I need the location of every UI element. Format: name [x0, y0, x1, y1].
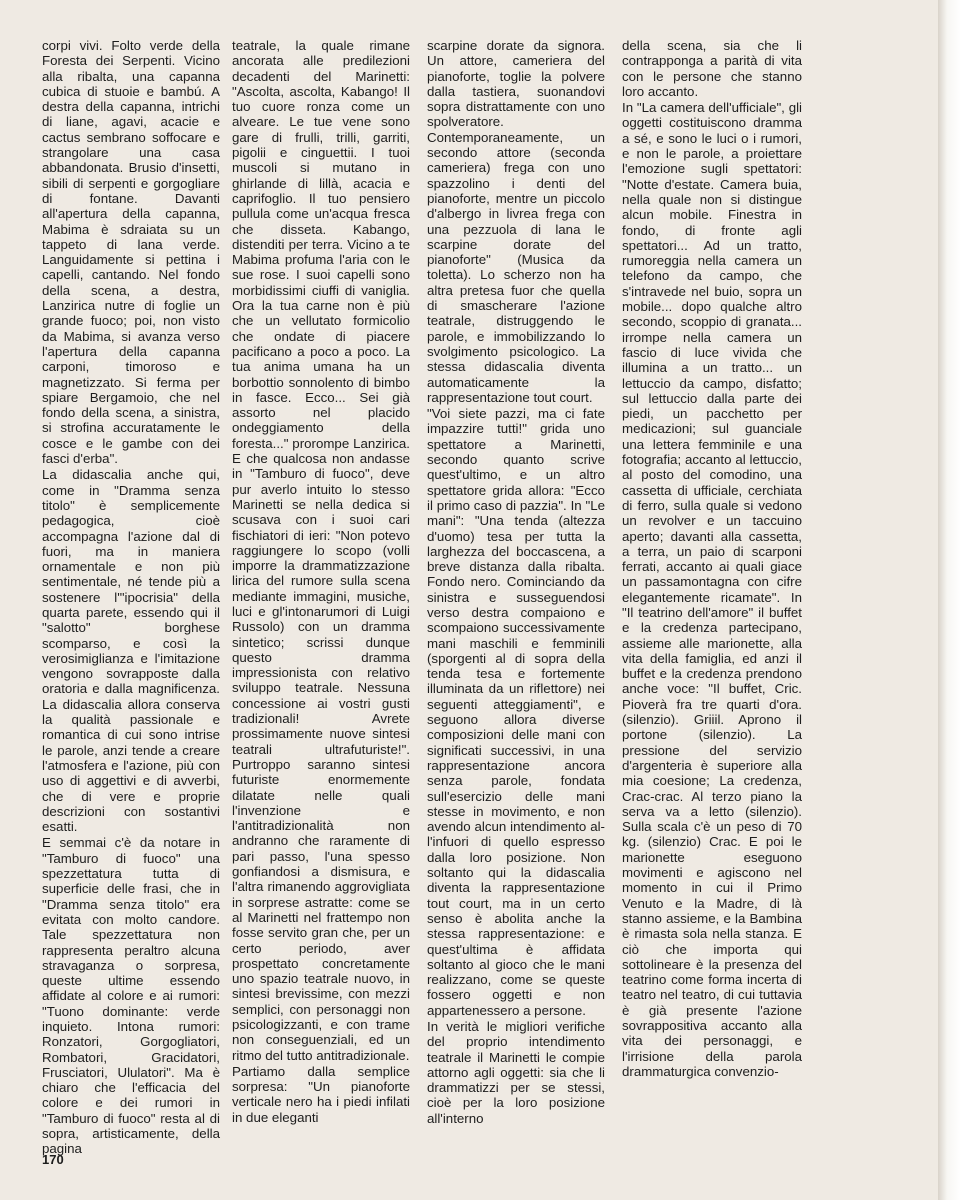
- paragraph: La didascalia anche qui, come in "Dramma senza titolo" è semplicemente pedagogica, cioè accompagna l'azione dal di fuori, ma in maniera ornamentale e non più sentimentale, né tende più a sostenere l'"ipocrisia" della quarta parete, essendo qui il "salotto" borghese scomparso, e così la verosimiglianza e l'imitazione vengono sovrapposte dalla oratoria e dalla magnificenza. La didascalia allora conserva la qualità passionale e romantica di cui sono intrise le parole, anzi tende a creare l'atmosfera e l'azione, più con uso di aggettivi e di avverbi, che di vere e proprie descrizioni con sostantivi esatti.: [42, 467, 220, 835]
- paragraph: Partiamo dalla semplice sorpresa: "Un pianoforte verticale nero ha i piedi infilati in due eleganti: [232, 1063, 410, 1125]
- text-column-4: [622, 38, 802, 1080]
- paragraph: "Voi siete pazzi, ma ci fate impazzire tutti!" grida uno spettatore a Marinetti, secondo quanto scrive quest'ultimo, e un altro spettatore grida allora: "Ecco il primo caso di pazzia". In "Le mani": "Una tenda (altezza d'uomo) tesa per tutta la larghezza del boccascena, a breve distanza dalla ribalta. Fondo nero. Cominciando da sinistra e susseguendosi verso destra compaiono e scompaiono successivamente mani maschili e femminili (sporgenti al di sopra della tenda tesa e fortemente illuminata da un riflettore) nei seguenti atteggiamenti", e seguono allora diverse composizioni delle mani con significati successivi, in una rappresentazione ancora senza parole, fondata sull'esercizio delle mani stesse in movimento, e non avendo alcun intendimento al-l'infuori di quello espresso dalla loro posizione. Non soltanto qui la didascalia diventa la rappresentazione tout court, ma in un certo senso è abolita anche la stessa rappresentazione: e quest'ultima è affidata soltanto al gioco che le mani realizzano, come se queste fossero oggetti e non appartenessero a persone.: [427, 406, 605, 1018]
- binding-gutter: [938, 0, 961, 1200]
- paragraph: corpi vivi. Folto verde della Foresta dei Serpenti. Vicino alla ribalta, una capanna cubica di stuoie e bambú. A destra della capanna, intrichi di liane, agavi, acacie e cactus sembrano soffocare e strangolare una casa abbandonata. Brusio d'insetti, sibili di serpenti e gorgogliare di fontane. Davanti all'apertura della capanna, Mabima è sdraiata su un tappeto di lana verde. Languidamente si pettina i capelli, cantando. Nel fondo della scena, a destra, Lanzirica nutre di foglie un grande fuoco; poi, non visto da Mabima, si avanza verso l'apertura della capanna carponi, timoroso e magnetizzato. Si ferma per spiare Bergamoio, che nel fondo della scena, a sinistra, si strofina accuratamente le cosce e le gambe con dei fasci d'erba".: [42, 38, 220, 467]
- paragraph: In verità le migliori verifiche del proprio intendimento teatrale il Marinetti le compie attorno agli oggetti: sia che li drammatizzi per se stessi, cioè per la loro posizione all'interno: [427, 1019, 605, 1126]
- paragraph: della scena, sia che li contrapponga a parità di vita con le persone che stanno loro accanto.: [622, 38, 802, 99]
- page-number: 170: [42, 1152, 64, 1167]
- paragraph: In "La camera dell'ufficiale", gli oggetti costituiscono dramma a sé, e sono le luci o i rumori, e non le parole, a proiettare l'emozione sugli spettatori: "Notte d'estate. Camera buia, nella quale non si distingue alcun mobile. Finestra in fondo, di fronte agli spettatori... Ad un tratto, rumoreggia nella camera un telefono da campo, che s'intravede nel buio, sopra un mobile... dopo qualche altro secondo, scoppio di granata... irrompe nella camera un fascio di luce vivida che illumina a un tratto... un lettuccio da campo, disfatto; sul lettuccio dalla parte dei piedi, un pacchetto per medicazioni; sul guanciale una lettera femminile e una fotografia; accanto al lettuccio, al posto del comodino, una cassetta di ufficiale, cerchiata di ferro, sulla quale si vedono un revolver e un taccuino aperto; davanti alla cassetta, a terra, un paio di scarponi ferrati, accanto ai quali giace un passamontagna con cifre elegantemente ricamate". In "Il teatrino dell'amore" il buffet e la credenza partecipano, assieme alle marionette, alla vita della famiglia, ed anzi il buffet e la credenza prendono anche voce: "Il buffet, Cric. Pioverà fra tre quarti d'ora. (silenzio). Griiil. Aprono il portone (silenzio). La pressione del servizio d'argenteria è superiore alla mia coesione; La credenza, Crac-crac. Al terzo piano la serva va a letto (silenzio). Sulla scala c'è un peso di 70 kg. (silenzio) Crac. E poi le marionette eseguono movimenti e agiscono nel momento in cui il Primo Venuto e la Madre, di là stanno assieme, e la Bambina è rimasta sola nella stanza. E ciò che importa qui sottolineare è la presenza del teatrino come forma incerta di teatro nel teatro, di cui tuttavia è già presente l'azione sovrappositiva accanto alla vita dei personaggi, e l'irrisione della parola drammaturgica convenzio-: [622, 100, 802, 1079]
- text-column-3: [427, 38, 605, 1127]
- text-column-1: [42, 38, 220, 1158]
- paragraph: E semmai c'è da notare in "Tamburo di fuoco" una spezzettatura tutta di superficie delle frasi, che in "Dramma senza titolo" era evitata con molto candore. Tale spezzettatura non rappresenta peraltro alcuna stravaganza o sorpresa, queste ultime essendo affidate al colore e ai rumori: "Tuono dominante: verde inquieto. Intona rumori: Ronzatori, Gorgogliatori, Rombatori, Gracidatori, Frusciatori, Ululatori". Ma è chiaro che l'efficacia del colore e dei rumori in "Tamburo di fuoco" resta al di sopra, artisticamente, della pagina: [42, 835, 220, 1157]
- paragraph: scarpine dorate da signora. Un attore, cameriera del pianoforte, toglie la polvere dalla tastiera, suonandovi sopra distrattamente con uno spolveratore. Contemporaneamente, un secondo attore (seconda cameriera) frega con uno spazzolino i denti del pianoforte, mentre un piccolo d'albergo in livrea frega con una pezzuola di lana le scarpine dorate del pianoforte" (Musica da toletta). Lo scherzo non ha altra pretesa fuor che quella di smascherare l'azione teatrale, distruggendo le parole, e immobilizzando lo svolgimento psicologico. La stessa didascalia diventa automaticamente la rappresentazione tout court.: [427, 38, 605, 405]
- paragraph: teatrale, la quale rimane ancorata alle predilezioni decadenti del Marinetti: "Ascolta, ascolta, Kabango! Il tuo cuore ronza come un alveare. Le tue vene sono gare di frulli, trilli, garriti, pigolii e cinguettii. I tuoi muscoli si mutano in ghirlande di lillà, acacia e caprifoglio. Il tuo pensiero pullula come un'acqua fresca che disseta. Kabango, distenditi per terra. Vicino a te Mabima profuma l'aria con le sue rose. I suoi capelli sono morbidissimi ciuffi di vaniglia. Ora la tua carne non è più che un vellutato formicolio che ondate di piacere pacificano a poco a poco. La tua anima umana ha un borbottio sonnolento di bimbo in fasce. Ecco... Sei già assorto nel placido ondeggiamento della foresta..." prorompe Lanzirica. E che qualcosa non andasse in "Tamburo di fuoco", deve pur averlo intuito lo stesso Marinetti se nella dedica si scusava con i suoi cari fischiatori di ieri: "Non potevo raggiungere lo scopo (volli imporre la drammatizzazione lirica del rumore sulla scena mediante immagini, musiche, luci e gl'intonarumori di Luigi Russolo) con un dramma sintetico; scrissi dunque questo dramma impressionista con relativo sviluppo teatrale. Nessuna concessione ai vostri gusti tradizionali! Avrete prossimamente nuove sintesi teatrali ultrafuturiste!". Purtroppo saranno sintesi futuriste enormemente dilatate nelle quali l'invenzione e l'antitradizionalità non andranno che raramente di pari passo, l'una spesso gonfiandosi a dismisura, e l'altra rimanendo aggrovigliata in sorprese astratte: come se al Marinetti nel frattempo non fosse servito gran che, per un certo periodo, aver prospettato concretamente uno spazio teatrale nuovo, in sintesi brevissime, con mezzi semplici, con personaggi non psicologizzanti, e con trame non conseguenziali, ed un ritmo del tutto antitradizionale.: [232, 38, 410, 1063]
- text-column-2: [232, 38, 410, 1126]
